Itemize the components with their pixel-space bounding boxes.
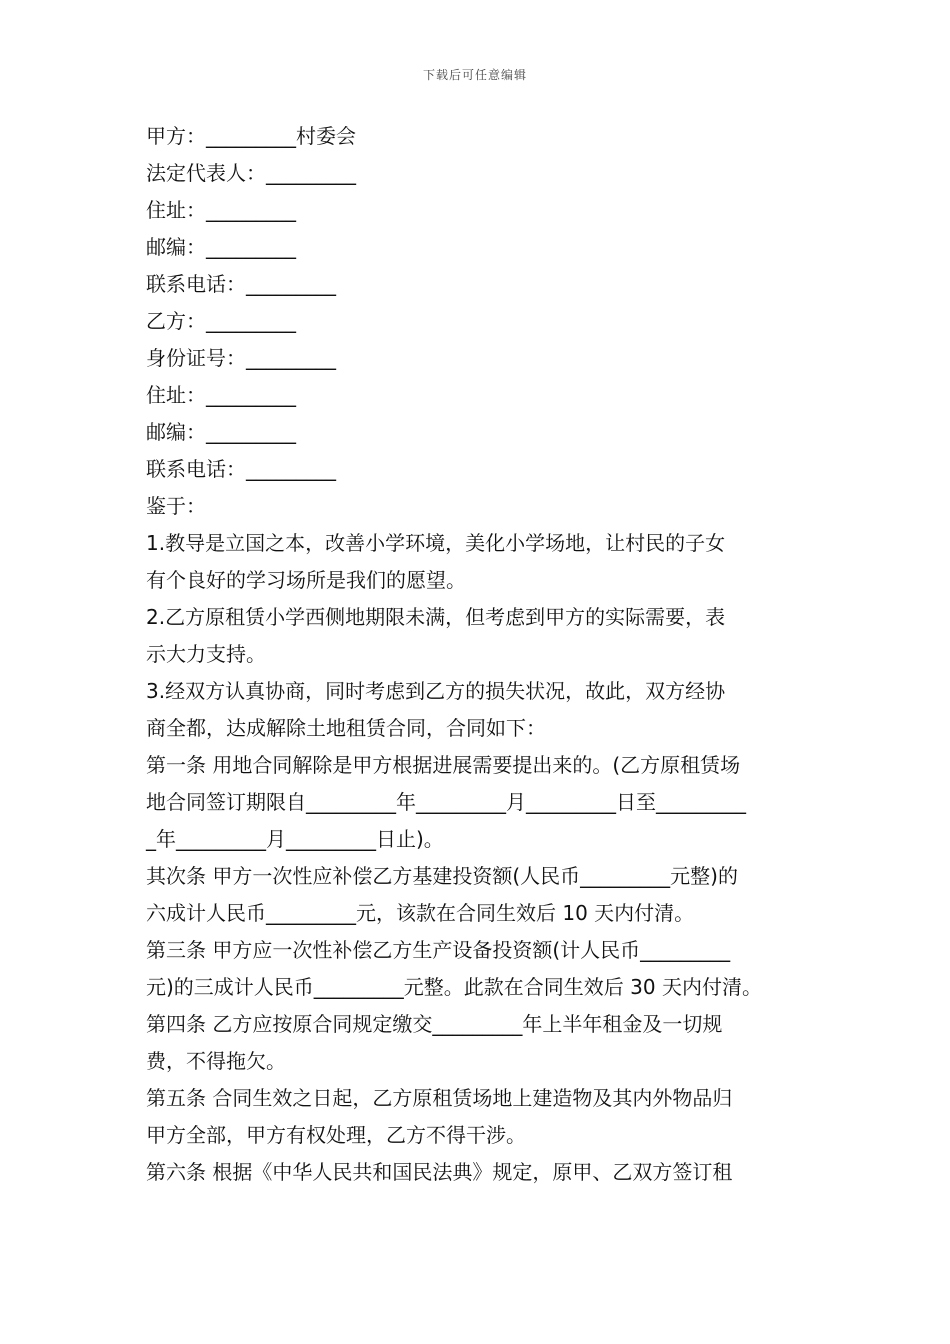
party-a-address: 住址：_________	[146, 198, 296, 222]
party-a-postcode: 邮编：_________	[146, 235, 296, 259]
page-header-note: 下载后可任意编辑	[422, 68, 527, 82]
party-b-postcode: 邮编：_________	[146, 420, 296, 444]
party-a-phone: 联系电话：_________	[146, 272, 336, 296]
party-b-id-number: 身份证号：_________	[146, 346, 336, 370]
article-5: 第五条 合同生效之日起，乙方原租赁场地上建造物及其内外物品归 甲方全部，甲方有权处理，乙方不得干涉。	[146, 1086, 733, 1147]
party-b-phone: 联系电话：_________	[146, 457, 336, 481]
party-b-address: 住址：_________	[146, 383, 296, 407]
article-1: 第一条 用地合同解除是甲方根据进展需要提出来的。(乙方原租赁场 地合同签订期限自_________年_________月_________日至_________ _年_________月_________日止)。	[146, 753, 746, 851]
party-a-name: 甲方：_________村委会	[146, 124, 356, 148]
recital-2: 2.乙方原租赁小学西侧地期限未满，但考虑到甲方的实际需要，表 示大力支持。	[146, 605, 726, 666]
party-info-block	[146, 118, 806, 488]
articles-block	[146, 747, 806, 1191]
preamble-title: 鉴于：	[146, 494, 206, 518]
party-b-name: 乙方：_________	[146, 309, 296, 333]
document-body	[146, 118, 806, 1191]
article-3: 第三条 甲方应一次性补偿乙方生产设备投资额(计人民币_________ 元)的三成计人民币_________元整。此款在合同生效后 30 天内付清。	[146, 938, 762, 999]
recitals-block	[146, 525, 806, 747]
party-a-legal-rep: 法定代表人：_________	[146, 161, 356, 185]
article-4: 第四条 乙方应按原合同规定缴交_________年上半年租金及一切规 费，不得拖欠。	[146, 1012, 723, 1073]
article-2: 其次条 甲方一次性应补偿乙方基建投资额(人民币_________元整)的 六成计人民币_________元，该款在合同生效后 10 天内付清。	[146, 864, 738, 925]
recital-1: 1.教导是立国之本，改善小学环境，美化小学场地，让村民的子女 有个良好的学习场所是我们的愿望。	[146, 531, 726, 592]
article-6: 第六条 根据《中华人民共和国民法典》规定，原甲、乙双方签订租	[146, 1160, 733, 1184]
recital-3: 3.经双方认真协商，同时考虑到乙方的损失状况，故此，双方经协 商全都，达成解除土地租赁合同，合同如下：	[146, 679, 726, 740]
